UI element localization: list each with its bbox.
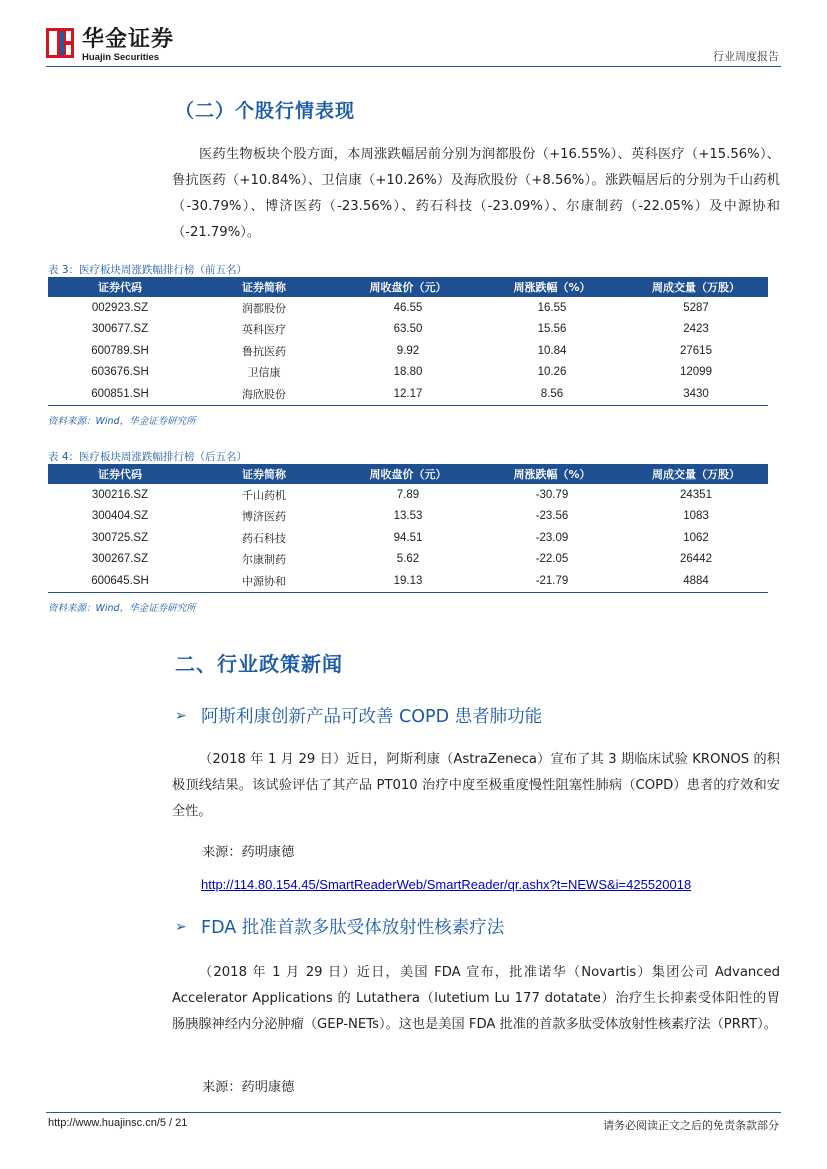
- news-source-1: 来源：药明康德: [202, 845, 295, 860]
- cell: 4884: [624, 570, 768, 592]
- cell: 中源协和: [192, 570, 336, 592]
- cell: 16.55: [537, 301, 567, 314]
- news-source-2: 来源：药明康德: [202, 1080, 295, 1095]
- col-header: 证券代码: [48, 464, 192, 484]
- col-header: 周成交量（万股）: [624, 277, 768, 297]
- headline-text: FDA 批准首款多肽受体放射性核素疗法: [201, 918, 505, 938]
- news-headline-1: [175, 703, 542, 728]
- cell: 15.56: [537, 323, 567, 336]
- cell: 2423: [683, 323, 709, 336]
- table3-source: 资料来源：Wind，华金证券研究所: [48, 416, 196, 427]
- footer-url-page: http://www.huajinsc.cn/5 / 21: [48, 1117, 188, 1129]
- table-row: [48, 527, 768, 549]
- cell: 600851.SH: [48, 383, 192, 405]
- cell: 600789.SH: [91, 344, 149, 357]
- col-header: 周涨跌幅（%）: [480, 464, 624, 484]
- cell: 英科医疗: [242, 323, 286, 337]
- cell: 94.51: [393, 531, 423, 544]
- table-row: [48, 340, 768, 362]
- logo-text-cn: 华金证券: [82, 27, 175, 52]
- table-row: [48, 319, 768, 341]
- table-row: [48, 297, 768, 319]
- cell: -23.56: [535, 510, 569, 523]
- cell: 002923.SZ: [91, 301, 149, 314]
- news-section-title: 二、行业政策新闻: [175, 652, 343, 676]
- col-header: 证券简称: [192, 464, 336, 484]
- news-link-1[interactable]: http://114.80.154.45/SmartReaderWeb/SmartReader/qr.ashx?t=NEWS&i=425520018: [201, 877, 692, 892]
- cell: 10.84: [537, 344, 567, 357]
- cell: 博济医药: [242, 510, 286, 524]
- table-row: [48, 570, 768, 592]
- news-headline-2: [175, 914, 504, 939]
- arrow-bullet-icon: ➢: [175, 707, 187, 724]
- cell: 13.53: [393, 510, 423, 523]
- cell: 8.56: [480, 383, 624, 405]
- cell: 5287: [683, 301, 709, 314]
- cell: 10.26: [537, 366, 567, 379]
- cell: 603676.SH: [91, 366, 149, 379]
- table-header-row: [48, 464, 768, 484]
- cell: 润都股份: [242, 301, 286, 315]
- cell: 尔康制药: [242, 553, 286, 567]
- cell: 7.89: [396, 488, 420, 501]
- cell: 3430: [624, 383, 768, 405]
- col-header: 周收盘价（元）: [336, 277, 480, 297]
- col-header: 周成交量（万股）: [624, 464, 768, 484]
- news-body-2: [172, 960, 780, 1038]
- summary-paragraph: [172, 142, 780, 246]
- table4-caption: 表 4：医疗板块周涨跌幅排行榜（后五名）: [48, 451, 248, 463]
- cell: -30.79: [535, 488, 569, 501]
- report-type: 行业周度报告: [713, 50, 779, 63]
- table3-caption: 表 3：医疗板块周涨跌幅排行榜（前五名）: [48, 264, 248, 276]
- cell: 1083: [683, 510, 709, 523]
- table3: [48, 277, 768, 406]
- cell: 5.62: [396, 553, 420, 566]
- cell: -21.79: [480, 570, 624, 592]
- cell: 千山药机: [242, 488, 286, 502]
- cell: 300677.SZ: [91, 323, 149, 336]
- table-row: [48, 383, 768, 405]
- cell: 12099: [680, 366, 712, 379]
- cell: 600645.SH: [48, 570, 192, 592]
- cell: 卫信康: [247, 366, 281, 380]
- table4: [48, 464, 768, 593]
- news-body-text: （2018 年 1 月 29 日）近日，阿斯利康（AstraZeneca）宣布了其 3 期临床试验 KRONOS 的积极顶线结果。该试验评估了其产品 PT010 治疗中度至极重度慢性阻塞性肺病（COPD）患者的疗效和安全性。: [172, 752, 780, 819]
- cell: -22.05: [535, 553, 569, 566]
- cell: 海欣股份: [192, 383, 336, 405]
- cell: 鲁抗医药: [242, 344, 286, 358]
- cell: 27615: [680, 344, 712, 357]
- cell: 300404.SZ: [91, 510, 149, 523]
- table-row: [48, 484, 768, 506]
- cell: 26442: [680, 553, 712, 566]
- cell: 63.50: [393, 323, 423, 336]
- table-row: [48, 362, 768, 384]
- cell: 药石科技: [242, 531, 286, 545]
- huajin-logo-icon: [46, 28, 74, 58]
- cell: 300725.SZ: [91, 531, 149, 544]
- footer-divider: [46, 1112, 781, 1113]
- cell: 19.13: [336, 570, 480, 592]
- cell: 300216.SZ: [91, 488, 149, 501]
- col-header: 证券代码: [48, 277, 192, 297]
- section-title: （二）个股行情表现: [175, 100, 356, 122]
- summary-text: 医药生物板块个股方面，本周涨跌幅居前分别为润都股份（+16.55%）、英科医疗（+15.56%）、鲁抗医药（+10.84%）、卫信康（+10.26%）及海欣股份（+8.56%）。涨跌幅居后的分别为千山药机（-30.79%）、博济医药（-23.56%）、药石科技（-23.09%）、尔康制药（-22.05%）及中源协和（-21.79%）。: [172, 147, 780, 240]
- cell: 12.17: [336, 383, 480, 405]
- cell: 24351: [680, 488, 712, 501]
- col-header: 周收盘价（元）: [336, 464, 480, 484]
- arrow-bullet-icon: ➢: [175, 918, 187, 935]
- headline-text: 阿斯利康创新产品可改善 COPD 患者肺功能: [201, 707, 543, 727]
- cell: 1062: [683, 531, 709, 544]
- header-divider: [46, 66, 781, 67]
- cell: 300267.SZ: [91, 553, 149, 566]
- logo-text-en: Huajin Securities: [82, 52, 160, 63]
- news-body-text: （2018 年 1 月 29 日）近日，美国 FDA 宣布，批准诺华（Novartis）集团公司 Advanced Accelerator Applications 的 Lutathera（lutetium Lu 177 dotatate）治疗生长抑素受体阳性的胃肠胰腺神经内分泌肿瘤（GEP-NETs）。这也是美国 FDA 批准的首款多肽受体放射性核素疗法（PRRT）。: [172, 965, 780, 1032]
- col-header: 周涨跌幅（%）: [480, 277, 624, 297]
- cell: 18.80: [393, 366, 423, 379]
- news-body-1: [172, 747, 780, 825]
- table-row: [48, 549, 768, 571]
- table-row: [48, 506, 768, 528]
- table-header-row: [48, 277, 768, 297]
- cell: -23.09: [535, 531, 569, 544]
- cell: 9.92: [396, 344, 420, 357]
- cell: 46.55: [393, 301, 423, 314]
- table4-source: 资料来源：Wind，华金证券研究所: [48, 603, 196, 614]
- footer-disclaimer: 请务必阅读正文之后的免责条款部分: [603, 1119, 779, 1132]
- col-header: 证券简称: [192, 277, 336, 297]
